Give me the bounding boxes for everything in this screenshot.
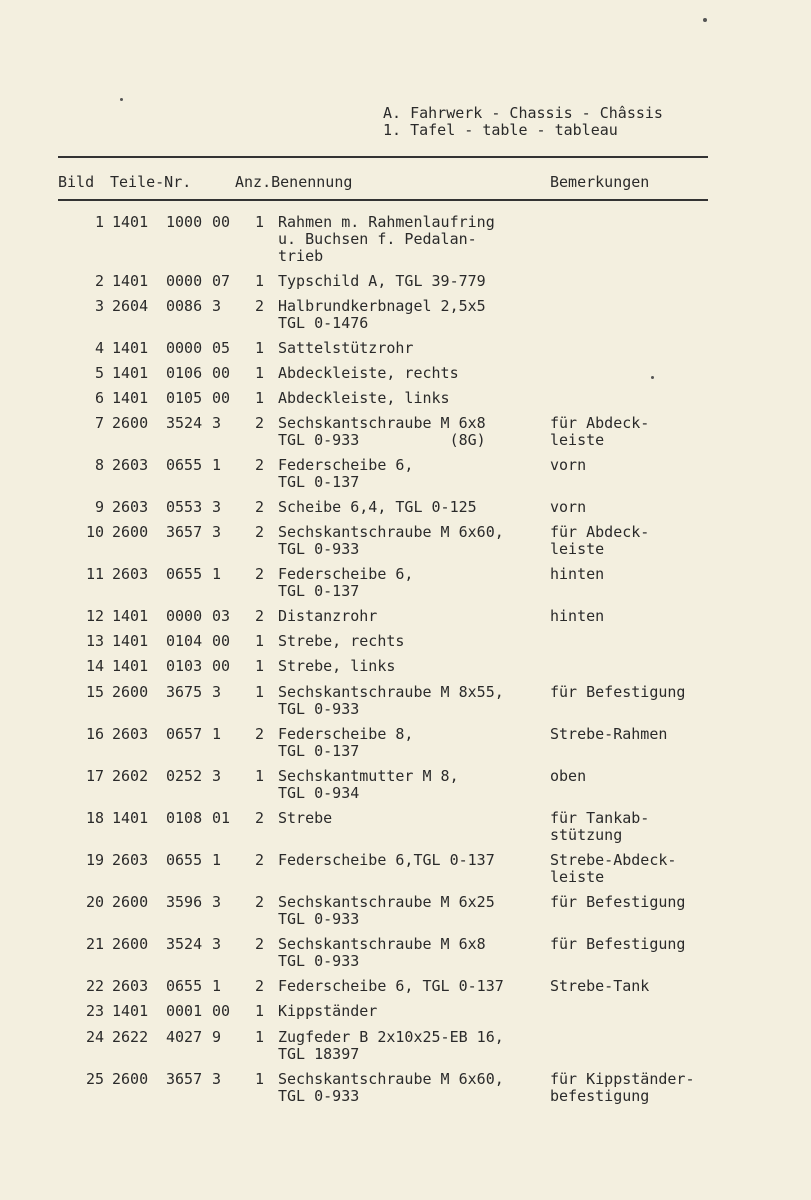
remark: für Abdeck- leiste [550, 523, 650, 558]
quantity: 1 [255, 683, 265, 701]
part-number-group-1: 2604 [112, 297, 149, 315]
part-number-group-2: 4027 [166, 1028, 203, 1046]
quantity: 2 [255, 809, 265, 827]
quantity: 2 [255, 935, 265, 953]
part-number-group-3: 9 [212, 1028, 222, 1046]
part-number-group-3: 3 [212, 893, 222, 911]
part-name: Strebe, links [278, 657, 396, 675]
remark: Strebe-Rahmen [550, 725, 668, 743]
column-header-teile-nr: Teile-Nr. [110, 173, 192, 191]
part-name: Sechskantschraube M 8x55, TGL 0-933 [278, 683, 504, 718]
part-number-group-1: 2603 [112, 498, 149, 516]
row-number: 7 [94, 414, 104, 432]
part-name: Federscheibe 6, TGL 0-137 [278, 977, 504, 995]
part-number-group-3: 00 [212, 213, 231, 231]
quantity: 1 [255, 632, 265, 650]
part-name: Abdeckleiste, rechts [278, 364, 459, 382]
part-name: Federscheibe 6, TGL 0-137 [278, 565, 414, 600]
remark: vorn [550, 456, 587, 474]
column-header-anz-benennung: Anz.Benennung [235, 173, 353, 191]
row-number: 13 [85, 632, 104, 650]
part-number-group-2: 0108 [166, 809, 203, 827]
part-number-group-2: 0105 [166, 389, 203, 407]
part-number-group-1: 2603 [112, 851, 149, 869]
part-number-group-3: 1 [212, 565, 222, 583]
quantity: 2 [255, 607, 265, 625]
part-name: Federscheibe 6, TGL 0-137 [278, 456, 414, 491]
quantity: 2 [255, 893, 265, 911]
part-number-group-1: 2603 [112, 725, 149, 743]
quantity: 2 [255, 456, 265, 474]
part-name: Scheibe 6,4, TGL 0-125 [278, 498, 477, 516]
row-number: 3 [94, 297, 104, 315]
quantity: 1 [255, 339, 265, 357]
remark: oben [550, 767, 587, 785]
part-number-group-1: 2600 [112, 893, 149, 911]
part-number-group-1: 2600 [112, 935, 149, 953]
quantity: 1 [255, 1028, 265, 1046]
part-name: Strebe, rechts [278, 632, 405, 650]
part-number-group-1: 1401 [112, 809, 149, 827]
part-number-group-2: 0655 [166, 565, 203, 583]
part-name: Sechskantschraube M 6x8 TGL 0-933 (8G) [278, 414, 486, 449]
part-number-group-2: 0000 [166, 607, 203, 625]
part-number-group-1: 1401 [112, 272, 149, 290]
quantity: 2 [255, 851, 265, 869]
row-number: 25 [85, 1070, 104, 1088]
part-number-group-1: 2600 [112, 414, 149, 432]
quantity: 1 [255, 657, 265, 675]
part-name: Kippständer [278, 1002, 378, 1020]
row-number: 14 [85, 657, 104, 675]
part-number-group-3: 3 [212, 414, 222, 432]
header-top-rule [58, 156, 708, 158]
quantity: 1 [255, 1002, 265, 1020]
quantity: 1 [255, 389, 265, 407]
remark: Strebe-Tank [550, 977, 650, 995]
quantity: 2 [255, 498, 265, 516]
quantity: 1 [255, 1070, 265, 1088]
part-number-group-3: 00 [212, 1002, 231, 1020]
row-number: 1 [94, 213, 104, 231]
quantity: 1 [255, 272, 265, 290]
part-number-group-2: 3596 [166, 893, 203, 911]
remark: für Befestigung [550, 935, 686, 953]
row-number: 20 [85, 893, 104, 911]
quantity: 2 [255, 523, 265, 541]
part-number-group-2: 0000 [166, 339, 203, 357]
part-number-group-3: 3 [212, 498, 222, 516]
part-number-group-2: 3657 [166, 523, 203, 541]
part-number-group-1: 2603 [112, 565, 149, 583]
quantity: 2 [255, 725, 265, 743]
part-number-group-2: 0655 [166, 456, 203, 474]
part-number-group-1: 2602 [112, 767, 149, 785]
part-number-group-1: 1401 [112, 213, 149, 231]
remark: für Abdeck- leiste [550, 414, 650, 449]
part-number-group-3: 3 [212, 523, 222, 541]
part-name: Sechskantmutter M 8, TGL 0-934 [278, 767, 459, 802]
row-number: 24 [85, 1028, 104, 1046]
remark: vorn [550, 498, 587, 516]
part-name: Sechskantschraube M 6x25 TGL 0-933 [278, 893, 495, 928]
row-number: 15 [85, 683, 104, 701]
part-number-group-1: 1401 [112, 607, 149, 625]
part-name: Federscheibe 6,TGL 0-137 [278, 851, 495, 869]
part-number-group-2: 1000 [166, 213, 203, 231]
part-number-group-3: 01 [212, 809, 231, 827]
row-number: 12 [85, 607, 104, 625]
row-number: 22 [85, 977, 104, 995]
part-number-group-1: 2600 [112, 523, 149, 541]
part-number-group-3: 05 [212, 339, 231, 357]
part-number-group-2: 0001 [166, 1002, 203, 1020]
part-number-group-1: 2600 [112, 1070, 149, 1088]
part-number-group-1: 1401 [112, 364, 149, 382]
row-number: 6 [94, 389, 104, 407]
part-number-group-1: 2603 [112, 456, 149, 474]
remark: für Kippständer- befestigung [550, 1070, 695, 1105]
row-number: 9 [94, 498, 104, 516]
part-number-group-2: 0657 [166, 725, 203, 743]
quantity: 1 [255, 364, 265, 382]
speck-mark [703, 18, 707, 22]
quantity: 1 [255, 213, 265, 231]
quantity: 2 [255, 414, 265, 432]
part-number-group-3: 03 [212, 607, 231, 625]
part-name: Sattelstützrohr [278, 339, 414, 357]
part-name: Federscheibe 8, TGL 0-137 [278, 725, 414, 760]
header-bottom-rule [58, 199, 708, 201]
part-number-group-3: 00 [212, 389, 231, 407]
part-number-group-2: 0655 [166, 851, 203, 869]
part-number-group-2: 0106 [166, 364, 203, 382]
part-name: Distanzrohr [278, 607, 378, 625]
column-header-bild: Bild [58, 173, 95, 191]
part-number-group-3: 1 [212, 456, 222, 474]
part-number-group-1: 1401 [112, 339, 149, 357]
row-number: 4 [94, 339, 104, 357]
part-name: Sechskantschraube M 6x8 TGL 0-933 [278, 935, 486, 970]
part-name: Rahmen m. Rahmenlaufring u. Buchsen f. Pedalan- trieb [278, 213, 495, 265]
row-number: 23 [85, 1002, 104, 1020]
part-number-group-3: 3 [212, 767, 222, 785]
remark: für Befestigung [550, 893, 686, 911]
part-number-group-1: 1401 [112, 1002, 149, 1020]
part-name: Halbrundkerbnagel 2,5x5 TGL 0-1476 [278, 297, 486, 332]
quantity: 1 [255, 767, 265, 785]
part-number-group-3: 00 [212, 632, 231, 650]
row-number: 16 [85, 725, 104, 743]
part-number-group-3: 1 [212, 977, 222, 995]
column-header-bemerkungen: Bemerkungen [550, 173, 650, 191]
part-number-group-2: 0252 [166, 767, 203, 785]
part-name: Strebe [278, 809, 333, 827]
part-number-group-3: 1 [212, 725, 222, 743]
row-number: 11 [85, 565, 104, 583]
row-number: 8 [94, 456, 104, 474]
remark: Strebe-Abdeck- leiste [550, 851, 677, 886]
part-number-group-3: 1 [212, 851, 222, 869]
quantity: 2 [255, 977, 265, 995]
section-title: A. Fahrwerk - Chassis - Châssis [383, 104, 663, 122]
part-number-group-2: 0000 [166, 272, 203, 290]
part-name: Abdeckleiste, links [278, 389, 450, 407]
part-number-group-2: 3675 [166, 683, 203, 701]
part-number-group-3: 3 [212, 1070, 222, 1088]
part-number-group-1: 1401 [112, 632, 149, 650]
part-number-group-2: 0103 [166, 657, 203, 675]
part-number-group-3: 00 [212, 657, 231, 675]
part-number-group-1: 2622 [112, 1028, 149, 1046]
part-number-group-2: 0655 [166, 977, 203, 995]
part-number-group-1: 1401 [112, 657, 149, 675]
remark: für Tankab- stützung [550, 809, 650, 844]
table-title: 1. Tafel - table - tableau [383, 121, 618, 139]
row-number: 2 [94, 272, 104, 290]
part-number-group-1: 1401 [112, 389, 149, 407]
part-number-group-3: 07 [212, 272, 231, 290]
part-name: Sechskantschraube M 6x60, TGL 0-933 [278, 523, 504, 558]
row-number: 10 [85, 523, 104, 541]
part-number-group-3: 3 [212, 683, 222, 701]
row-number: 5 [94, 364, 104, 382]
part-number-group-3: 00 [212, 364, 231, 382]
row-number: 17 [85, 767, 104, 785]
part-number-group-2: 3524 [166, 935, 203, 953]
quantity: 2 [255, 565, 265, 583]
remark: für Befestigung [550, 683, 686, 701]
quantity: 2 [255, 297, 265, 315]
part-number-group-2: 0086 [166, 297, 203, 315]
row-number: 18 [85, 809, 104, 827]
remark: hinten [550, 607, 605, 625]
part-number-group-2: 0553 [166, 498, 203, 516]
part-number-group-3: 3 [212, 935, 222, 953]
part-number-group-2: 0104 [166, 632, 203, 650]
row-number: 19 [85, 851, 104, 869]
part-name: Sechskantschraube M 6x60, TGL 0-933 [278, 1070, 504, 1105]
part-number-group-2: 3524 [166, 414, 203, 432]
part-number-group-3: 3 [212, 297, 222, 315]
part-number-group-1: 2603 [112, 977, 149, 995]
speck-mark [120, 98, 123, 101]
remark: hinten [550, 565, 605, 583]
speck-mark [651, 376, 654, 379]
part-number-group-2: 3657 [166, 1070, 203, 1088]
part-number-group-1: 2600 [112, 683, 149, 701]
row-number: 21 [85, 935, 104, 953]
part-name: Zugfeder B 2x10x25-EB 16, TGL 18397 [278, 1028, 504, 1063]
part-name: Typschild A, TGL 39-779 [278, 272, 486, 290]
